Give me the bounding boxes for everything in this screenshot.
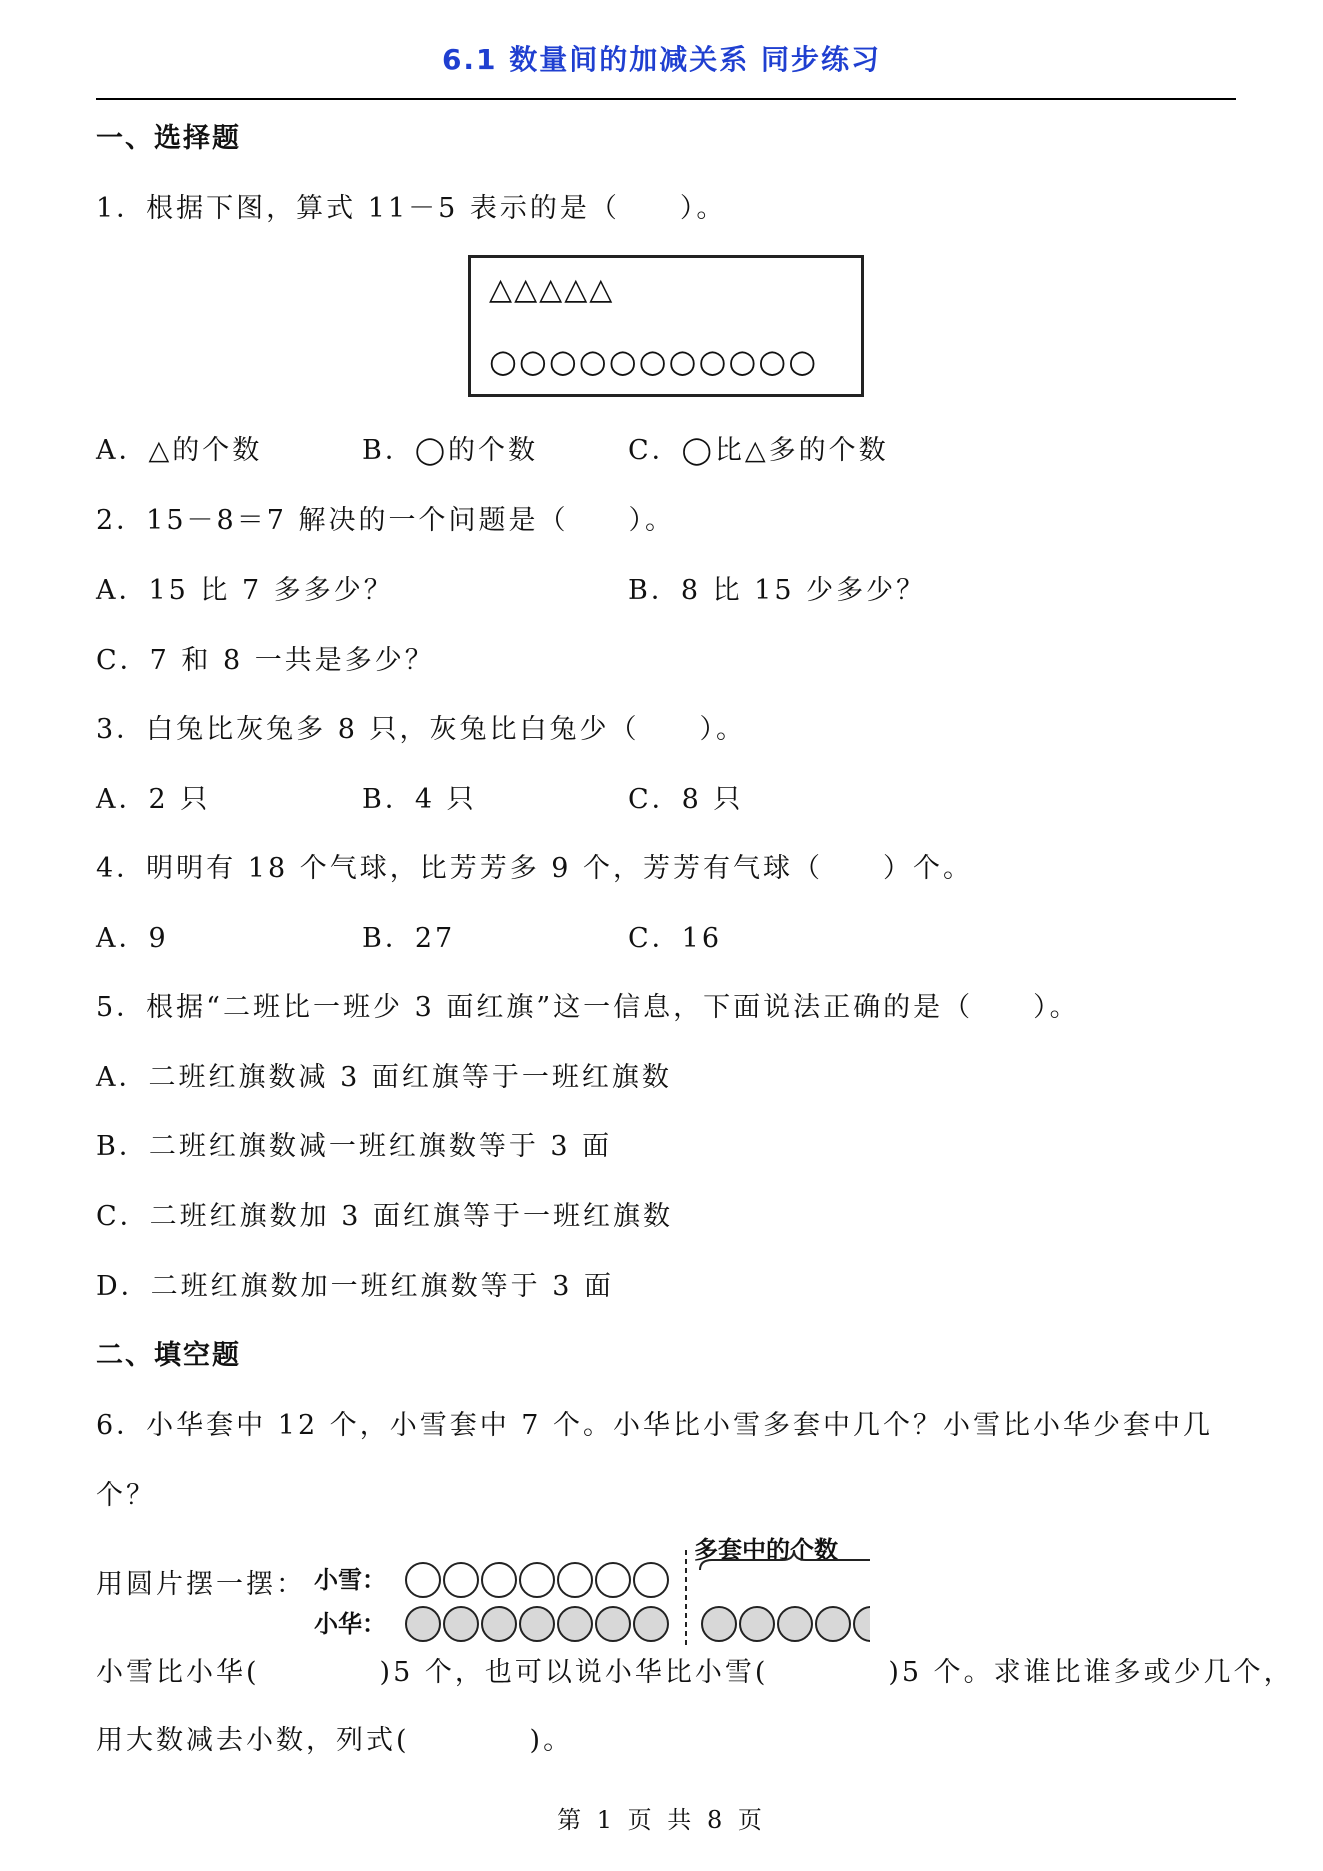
xiaoxue-counter — [634, 1563, 668, 1597]
xiaohua-counter — [596, 1607, 630, 1641]
brace — [700, 1550, 870, 1570]
question-3-option-b: B．4 只 — [362, 784, 477, 815]
question-4-option-a: A．9 — [96, 923, 169, 954]
question-3-option-a: A．2 只 — [96, 784, 211, 815]
question-6-fill-line1: 小雪比小华( )5 个，也可以说小华比小雪( )5 个。求谁比谁多或少几个， — [96, 1657, 1294, 1688]
question-1-option-b: B．◯的个数 — [362, 435, 539, 466]
xiaoxue-counter — [444, 1563, 478, 1597]
xiaohua-counter — [444, 1607, 478, 1641]
question-5-option-d: D．二班红旗数加一班红旗数等于 3 面 — [96, 1271, 614, 1302]
question-6-fill-line2: 用大数减去小数，列式( )。 — [96, 1725, 574, 1756]
xiaoxue-counter — [520, 1563, 554, 1597]
question-2-option-a: A．15 比 7 多多少？ — [96, 575, 394, 606]
header-divider — [96, 98, 1236, 100]
brace-label: 多套中的个数 — [694, 1536, 838, 1564]
question-1-stem: 1．根据下图，算式 11－5 表示的是（ ）。 — [96, 193, 727, 224]
question-1-figure — [468, 255, 864, 397]
question-5-stem: 5．根据“二班比一班少 3 面红旗”这一信息，下面说法正确的是（ ）。 — [96, 992, 1080, 1023]
question-3-option-c: C．8 只 — [628, 784, 744, 815]
question-2-stem: 2．15－8＝7 解决的一个问题是（ ）。 — [96, 505, 675, 536]
xiaohua-counter — [778, 1607, 812, 1641]
label-xiaohua: 小华： — [314, 1610, 386, 1638]
section-heading-fill: 二、填空题 — [96, 1340, 241, 1371]
question-1-option-a: A．△的个数 — [96, 435, 263, 466]
page-title: 6.1 数量间的加减关系 同步练习 — [441, 43, 882, 76]
question-2-option-b: B．8 比 15 少多少？ — [628, 575, 927, 606]
question-2-option-c: C．7 和 8 一共是多少？ — [96, 645, 435, 676]
xiaohua-counter — [482, 1607, 516, 1641]
counter-svg — [310, 1530, 870, 1650]
question-5-option-c: C．二班红旗数加 3 面红旗等于一班红旗数 — [96, 1201, 674, 1232]
xiaoxue-counter — [558, 1563, 592, 1597]
question-6-prompt: 用圆片摆一摆： — [96, 1569, 306, 1600]
xiaohua-counter — [740, 1607, 774, 1641]
question-5-option-b: B．二班红旗数减一班红旗数等于 3 面 — [96, 1131, 613, 1162]
xiaohua-counter — [520, 1607, 554, 1641]
question-6-stem-line1: 6．小华套中 12 个，小雪套中 7 个。小华比小雪多套中几个？小雪比小华少套中几 — [96, 1410, 1214, 1441]
xiaohua-counter — [816, 1607, 850, 1641]
xiaohua-counter — [558, 1607, 592, 1641]
label-xiaoxue: 小雪： — [314, 1566, 386, 1594]
triangle-row: △△△△△ — [489, 272, 615, 307]
xiaoxue-counter — [596, 1563, 630, 1597]
xiaohua-counter — [406, 1607, 440, 1641]
question-6-stem-line2: 个？ — [96, 1480, 156, 1511]
xiaoxue-counter — [482, 1563, 516, 1597]
section-heading-choice: 一、选择题 — [96, 123, 241, 154]
xiaoxue-counter — [406, 1563, 440, 1597]
xiaohua-counter — [634, 1607, 668, 1641]
xiaohua-counter — [854, 1607, 870, 1641]
question-4-stem: 4．明明有 18 个气球，比芳芳多 9 个，芳芳有气球（ ）个。 — [96, 853, 974, 884]
question-4-option-b: B．27 — [362, 923, 456, 954]
circle-row: ○○○○○○○○○○○ — [489, 342, 819, 380]
counter-diagram — [310, 1530, 870, 1650]
question-1-option-c: C．◯比△多的个数 — [628, 435, 889, 466]
xiaohua-counter — [702, 1607, 736, 1641]
question-3-stem: 3．白兔比灰兔多 8 只，灰兔比白兔少（ ）。 — [96, 714, 747, 745]
page-footer: 第 1 页 共 8 页 — [557, 1806, 766, 1834]
question-5-option-a: A．二班红旗数减 3 面红旗等于一班红旗数 — [96, 1062, 672, 1093]
question-4-option-c: C．16 — [628, 923, 723, 954]
